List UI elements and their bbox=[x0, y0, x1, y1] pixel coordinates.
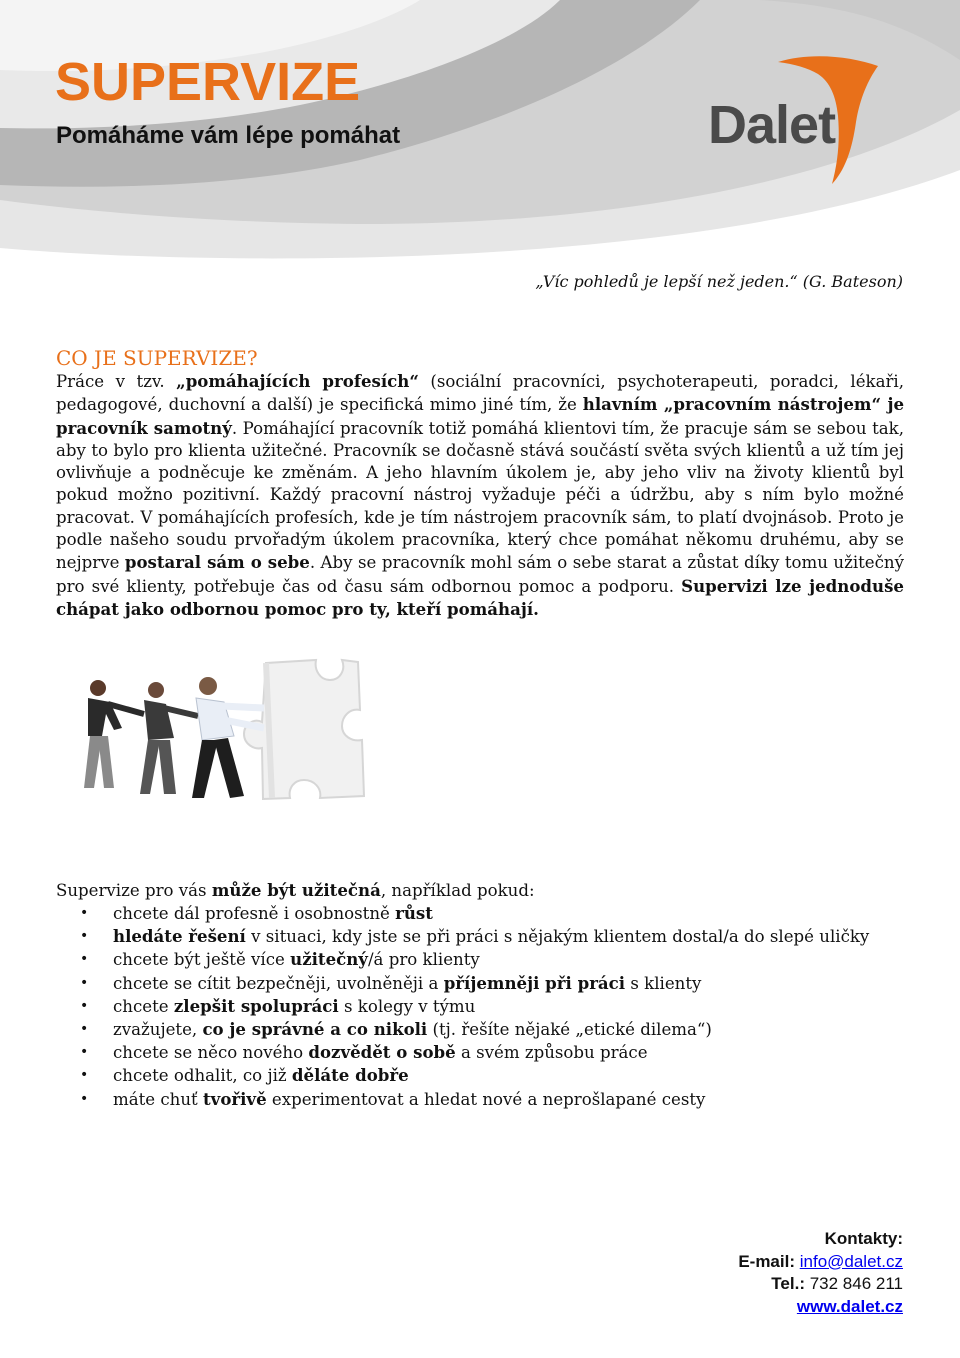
bold-text-run: tvořivě bbox=[203, 1088, 267, 1109]
bold-text-run: příjemněji při práci bbox=[443, 972, 626, 993]
website-link[interactable]: www.dalet.cz bbox=[796, 1296, 903, 1316]
benefit-list-item bbox=[80, 925, 869, 948]
text-run: v situaci, kdy jste se při práci s nějakým klientem dostal/a do slepé uličky bbox=[245, 927, 870, 947]
text-run: máte chuť bbox=[113, 1089, 204, 1109]
bold-text-run: postaral sám o sebe bbox=[124, 552, 310, 573]
text-run: . Pomáhající pracovník totiž pomáhá klientovi tím, že pracuje sám se sebou tak, aby to bylo pro klienta užitečné. Pracovník se dočasně stává součástí světa svých klientů a už tím jej ovlivňuje a podněcuje ke změnám. A jeho hlavním úkolem je, aby jeho vliv na životy klientů byl pokud možno pozitivní. Každý pracovní nástroj vyžaduje péči a údržbu, aby s ním bylo možné pracovat. V pomáhajících profesích, kde je tím nástrojem pracovník sám, to platí dvojnásob. Proto je podle našeho soudu prvořadým úkolem pracovníka, který chce pomáhat někomu druhému, aby se nejprve bbox=[56, 418, 904, 573]
bold-text-run: růst bbox=[395, 903, 433, 923]
text-run: , například pokud: bbox=[380, 881, 535, 900]
email-link[interactable]: info@dalet.cz bbox=[799, 1251, 903, 1271]
bold-text-run: „pomáhajících profesích“ bbox=[176, 371, 419, 391]
text-run: s klienty bbox=[625, 973, 702, 993]
section-paragraph bbox=[56, 370, 904, 621]
text-run: /á pro klienty bbox=[367, 950, 480, 970]
bold-text-run: dozvědět o sobě bbox=[308, 1042, 456, 1063]
contacts-block bbox=[738, 1228, 903, 1318]
logo-text: Dalet bbox=[708, 95, 836, 155]
benefit-list-item bbox=[80, 1088, 869, 1111]
bold-text-run: hlavním „pracovním nástrojem“ je pracovník samotný bbox=[56, 394, 905, 438]
bold-text-run: co je správné a co nikoli bbox=[202, 1019, 428, 1040]
phone-label: Tel.: bbox=[771, 1274, 805, 1293]
bold-text-run: zlepšit spolupráci bbox=[173, 995, 339, 1016]
bold-text-run: užitečný bbox=[290, 949, 368, 970]
text-run: chcete dál profesně i osobnostně bbox=[113, 904, 396, 923]
text-run: chcete bbox=[113, 996, 174, 1016]
contacts-email-row bbox=[738, 1251, 903, 1274]
quote: „Víc pohledů je lepší než jeden.“ (G. Bateson) bbox=[535, 272, 903, 291]
text-run: chcete se něco nového bbox=[113, 1043, 309, 1063]
text-run: zvažujete, bbox=[113, 1020, 203, 1040]
contacts-heading: Kontakty: bbox=[824, 1229, 903, 1248]
text-run: chcete se cítit bezpečněji, uvolněněji a bbox=[113, 973, 444, 993]
phone-number: 732 846 211 bbox=[809, 1274, 903, 1293]
benefit-list-item bbox=[80, 902, 869, 925]
text-run: (sociální pracovníci, psychoterapeuti, poradci, lékaři, pedagogové, duchovní a další) je specifická mimo jiné tím, že bbox=[56, 372, 904, 415]
benefit-list-item bbox=[80, 1018, 869, 1041]
text-run: chcete být ještě více bbox=[113, 950, 291, 970]
bold-text-run: hledáte řešení bbox=[113, 926, 246, 947]
text-run: Supervize pro vás bbox=[56, 881, 212, 900]
page-title: SUPERVIZE bbox=[55, 52, 361, 112]
contacts-web-row bbox=[738, 1296, 903, 1319]
benefit-list-item bbox=[80, 1064, 869, 1087]
people-pushing-puzzle-image bbox=[58, 658, 368, 808]
contacts-phone-row bbox=[738, 1273, 903, 1296]
text-run: a svém způsobu práce bbox=[455, 1043, 648, 1063]
text-run: . Aby se pracovník mohl sám o sebe starat a zůstat díky tomu užitečný pro své klienty, potřebuje čas od času sám odbornou pomoc a podporu. bbox=[56, 553, 904, 596]
benefit-list-item bbox=[80, 972, 869, 995]
dalet-logo bbox=[700, 50, 890, 190]
text-run: (tj. řešíte nějaké „etické dilema“) bbox=[427, 1020, 712, 1040]
section-title: CO JE SUPERVIZE? bbox=[56, 346, 258, 370]
bold-text-run: děláte dobře bbox=[291, 1065, 409, 1086]
bold-text-run: může být užitečná bbox=[211, 880, 381, 900]
text-run: experimentovat a hledat nové a neprošlapané cesty bbox=[266, 1089, 706, 1109]
page-subtitle: Pomáháme vám lépe pomáhat bbox=[56, 122, 401, 149]
benefit-list-item bbox=[80, 948, 869, 971]
text-run: Práce v tzv. bbox=[56, 372, 177, 391]
benefits-intro bbox=[56, 879, 535, 902]
text-run: chcete odhalit, co již bbox=[113, 1066, 292, 1086]
text-run: s kolegy v týmu bbox=[338, 996, 476, 1016]
email-label: E-mail: bbox=[738, 1251, 795, 1271]
benefit-list-item bbox=[80, 995, 869, 1018]
benefit-list-item bbox=[80, 1041, 869, 1064]
benefits-list bbox=[80, 902, 869, 1111]
bold-text-run: Supervizi lze jednoduše chápat jako odbornou pomoc pro ty, kteří pomáhají. bbox=[56, 575, 904, 619]
